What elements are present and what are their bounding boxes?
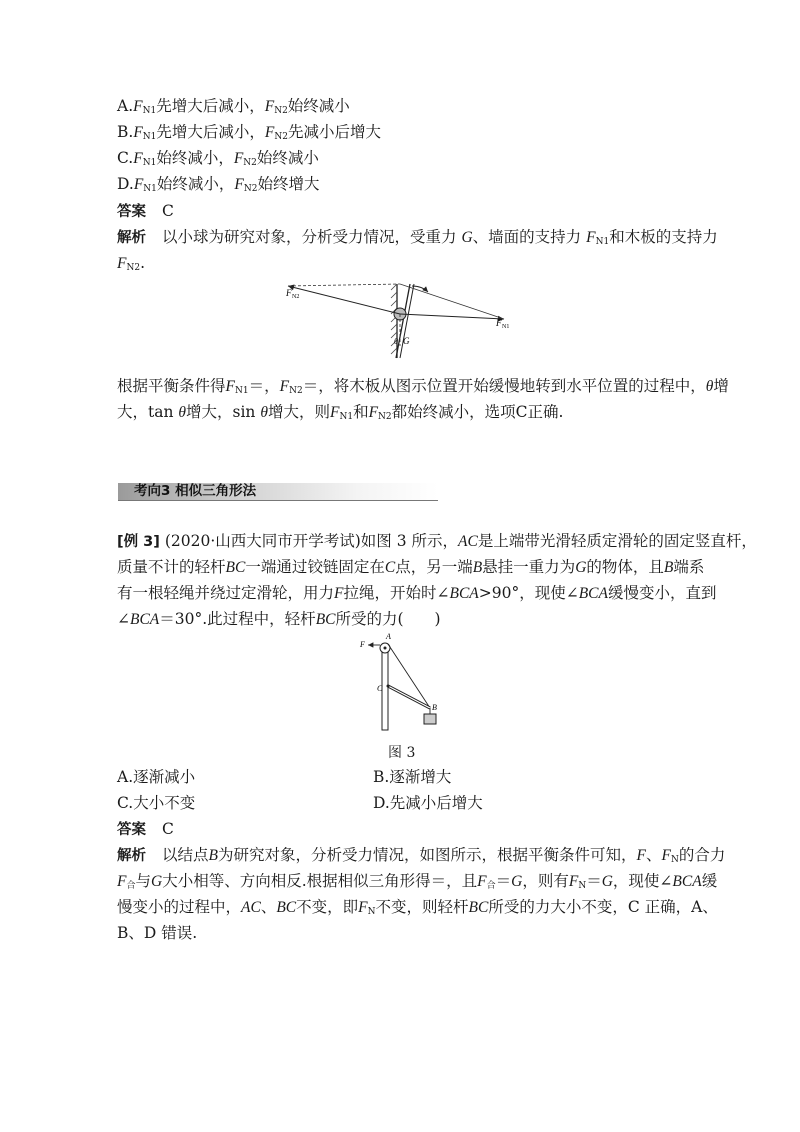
figure-pole-pulley — [356, 630, 446, 732]
option2-b: B.逐渐增大 — [373, 768, 452, 786]
label-fn1: F — [496, 318, 502, 328]
section-header-rule — [118, 500, 438, 501]
label-f: F — [360, 640, 365, 649]
label-theta: θ — [394, 337, 398, 346]
figure-caption: 图 3 — [388, 745, 416, 761]
analysis-1-line2: $F_{N2}$. — [117, 254, 146, 273]
option-d: $D.F_{N1}$始终减小，$F_{N2}$始终增大 — [117, 175, 320, 194]
label-fn1-sub: N1 — [502, 324, 510, 330]
answer-1: 答案 C — [117, 202, 174, 220]
label-g: G — [403, 336, 410, 346]
label-c: C — [377, 684, 383, 693]
option-b: $B.F_{N1}$先增大后减小，$F_{N2}$先减小后增大 — [117, 123, 382, 142]
label-fn2-sub: N2 — [292, 294, 300, 300]
analysis-1-line4: 大，tan θ增大，sin θ增大，则$F_{N1}$和$F_{N2}$都始终减小，选项C正确. — [117, 403, 564, 422]
analysis-2-line4: B、D 错误. — [117, 924, 198, 942]
option2-a: A.逐渐减小 — [117, 768, 196, 786]
section-title: 考向3 相似三角形法 — [134, 483, 257, 499]
analysis-2-line3: 慢变小的过程中，AC、BC不变，即$F_N$不变，则轻杆BC所受的力大小不变，C 正确，A、 — [117, 898, 718, 917]
label-b: B — [432, 703, 437, 712]
option-c: $C.F_{N1}$始终减小，$F_{N2}$始终减小 — [117, 149, 319, 168]
analysis-1-line1: 解析 以小球为研究对象，分析受力情况，受重力 G、墙面的支持力 $F_{N1}$和木板的支持力 — [117, 228, 718, 247]
example-line1: [例 3] (2020·山西大同市开学考试)如图 3 所示，AC是上端带光滑轻质定滑轮的固定竖直杆， — [117, 532, 757, 550]
option2-c: C.大小不变 — [117, 794, 196, 812]
analysis-2-line2: $F_合$与G大小相等、方向相反.根据相似三角形得＝，且$F_合=G$，则有$F_N=G$，现使∠BCA缓 — [117, 872, 718, 891]
example-line3: 有一根轻绳并绕过定滑轮，用力F拉绳，开始时∠BCA>90°，现使∠BCA缓慢变小，直到 — [117, 584, 717, 602]
label-fn2: F — [286, 288, 292, 298]
example-line2: 质量不计的轻杆BC一端通过铰链固定在C点，另一端B悬挂一重力为G的物体，且B端系 — [117, 558, 705, 576]
option-a: $A.F_{N1}$先增大后减小，$F_{N2}$始终减小 — [117, 97, 350, 116]
answer-2: 答案 C — [117, 820, 174, 838]
analysis-2-line1: 解析 以结点B为研究对象，分析受力情况，如图所示，根据平衡条件可知，F、$F_N$的合力 — [117, 846, 726, 865]
section-header — [118, 483, 438, 501]
option2-d: D.先减小后增大 — [373, 794, 483, 812]
example-line4: ∠BCA＝30°.此过程中，轻杆BC所受的力( ) — [117, 610, 441, 628]
label-a: A — [386, 632, 391, 641]
analysis-1-line3: 根据平衡条件得$F_{N1}=$，$F_{N2}=$，将木板从图示位置开始缓慢地转到水平位置的过程中，θ增 — [117, 377, 729, 396]
figure-ball-wall-board — [282, 276, 527, 362]
